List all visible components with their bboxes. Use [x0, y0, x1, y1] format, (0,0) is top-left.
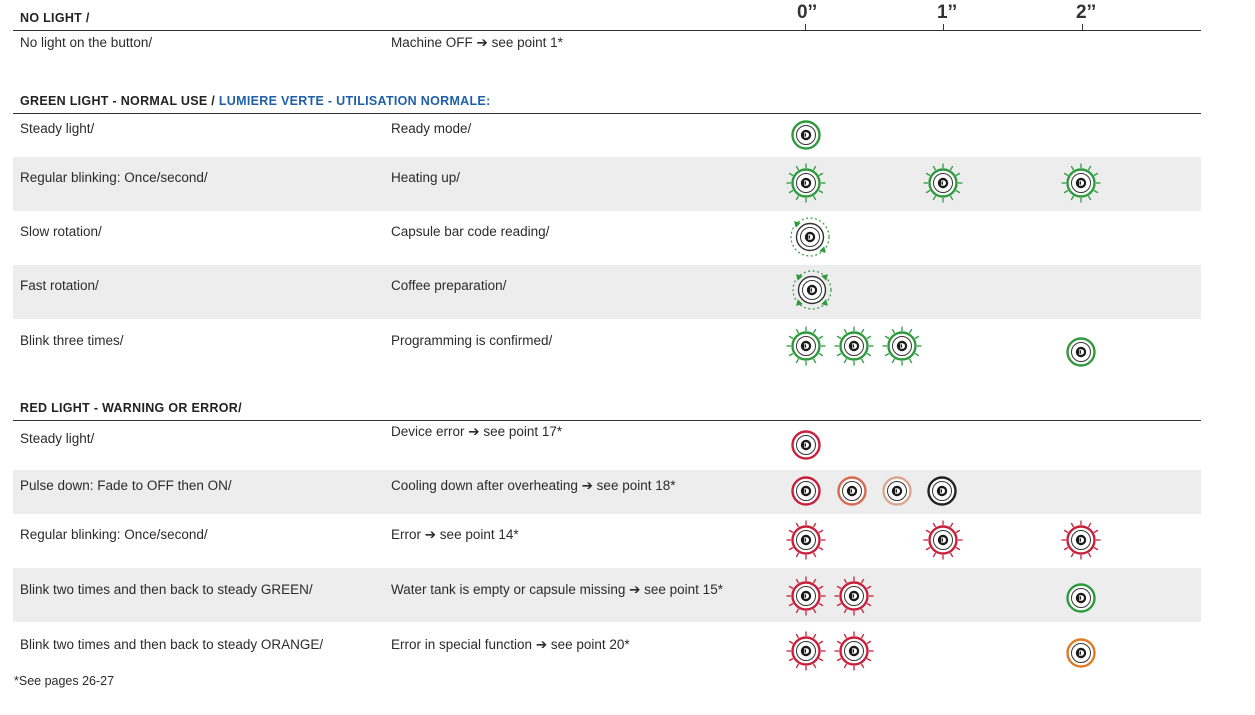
section-title-red-light: RED LIGHT - WARNING OR ERROR/	[20, 401, 242, 415]
row-state: Fast rotation/	[20, 278, 99, 293]
rotating-button-icon	[782, 260, 842, 320]
rotating-button-icon	[780, 207, 840, 267]
row-state: Pulse down: Fade to OFF then ON/	[20, 478, 232, 493]
blinking-button-icon	[913, 510, 973, 570]
blinking-button-icon	[1051, 510, 1111, 570]
timeline-tick-2: 2ˮ	[1076, 2, 1097, 23]
row-state: No light on the button/	[20, 35, 153, 50]
blinking-button-icon	[776, 153, 836, 213]
row-meaning: Coffee preparation/	[391, 278, 507, 293]
row-meaning: Water tank is empty or capsule missing ➔ see point 15*	[391, 582, 723, 597]
row-band	[13, 265, 1201, 319]
power-button-icon	[1051, 568, 1111, 628]
divider	[13, 113, 1201, 114]
power-button-icon	[1051, 623, 1111, 683]
row-state: Steady light/	[20, 431, 95, 446]
row-meaning: Ready mode/	[391, 121, 472, 136]
row-meaning: Programming is confirmed/	[391, 333, 553, 348]
footnote: *See pages 26-27	[14, 674, 115, 688]
row-state: Steady light/	[20, 121, 95, 136]
row-state: Blink three times/	[20, 333, 124, 348]
row-state: Blink two times and then back to steady GREEN/	[20, 582, 313, 597]
row-state: Slow rotation/	[20, 224, 102, 239]
row-state: Regular blinking: Once/second/	[20, 527, 208, 542]
blinking-button-icon	[872, 316, 932, 376]
row-meaning: Cooling down after overheating ➔ see point 18*	[391, 478, 676, 493]
blinking-button-icon	[913, 153, 973, 213]
blinking-button-icon	[776, 510, 836, 570]
power-button-icon	[1051, 322, 1111, 382]
section-title-en: GREEN LIGHT - NORMAL USE /	[20, 94, 219, 108]
row-meaning: Capsule bar code reading/	[391, 224, 550, 239]
row-meaning: Heating up/	[391, 170, 461, 185]
divider	[13, 30, 1201, 31]
blinking-button-icon	[824, 621, 884, 681]
section-title-fr: LUMIERE VERTE - UTILISATION NORMALE:	[218, 94, 491, 108]
row-meaning: Device error ➔ see point 17*	[391, 424, 563, 439]
row-state: Blink two times and then back to steady ORANGE/	[20, 637, 324, 652]
divider	[13, 420, 1201, 421]
row-state: Regular blinking: Once/second/	[20, 170, 208, 185]
timeline-tick-0: 0ˮ	[797, 2, 818, 23]
section-title-green-light	[20, 94, 491, 108]
row-meaning: Machine OFF ➔ see point 1*	[391, 35, 563, 50]
row-meaning: Error ➔ see point 14*	[391, 527, 519, 542]
section-title-no-light: NO LIGHT /	[20, 11, 90, 25]
row-meaning: Error in special function ➔ see point 20*	[391, 637, 630, 652]
blinking-button-icon	[824, 566, 884, 626]
timeline-tick-1: 1ˮ	[937, 2, 958, 23]
blinking-button-icon	[1051, 153, 1111, 213]
